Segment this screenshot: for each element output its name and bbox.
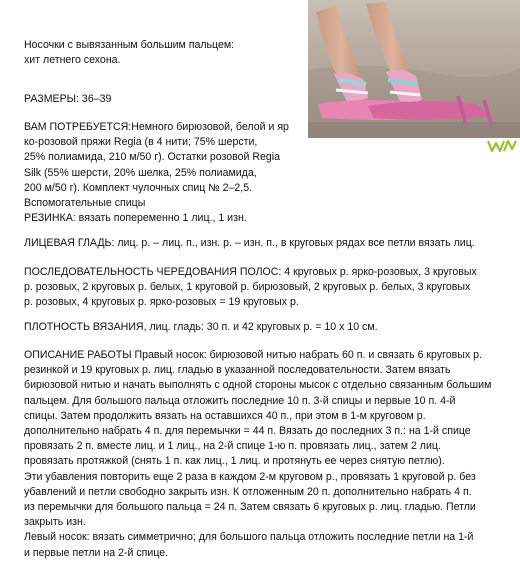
rib-pattern: РЕЗИНКА: вязать попеременно 1 лиц., 1 изн. [24,212,247,224]
title-line-2: хит летнего сехона. [24,54,121,67]
description-line: Левый носок: вязать симметрично; для большого пальца отложить последние петли на 1-й [24,531,474,544]
materials [24,120,289,211]
description-line: пальцем. Для большого пальца отложить последние 10 п. 3-й спицы и первые 10 п. 4-й [24,394,456,407]
description-line: резинкой и 19 круговых р. лиц. гладью в указанной последовательности. Затем вязать [24,364,451,377]
work-description [24,348,491,561]
description-line: провязать протяжкой (снять 1 п. как лиц., 1 лиц. и протянуть ее через снятую петлю). [24,455,445,468]
description-line: убавлений и петли свободно закрыть изн. К отложенным 20 п. дополнительно набрать 4 п. [24,485,472,498]
description-line: Эти убавления повторить еще 2 раза в каждом 2-м круговом р., провязать 1 круговой р. без [24,470,476,483]
description-line: дополнительно набрать 4 п. для перемычки = 44 п. Вязать до последних 3 п.: на 1-й спице [24,425,471,438]
stripe-line: р. розовых, 2 круговых р. белых, 1 круговой р. бирюзовый, 2 круговых р. белых, 3 круговых [24,281,471,294]
materials-line: Вспомогательные спицы [24,197,146,210]
description-line: спицы. Затем продолжить вязать на оставшихся 40 п., при этом в 1-м круговом р. [24,409,426,422]
gauge: ПЛОТНОСТЬ ВЯЗАНИЯ, лиц. гладь: 30 п. и 42 круговых р. = 10 х 10 см. [24,321,378,333]
description-line: ОПИСАНИЕ РАБОТЫ Правый носок: бирюзовой нитью набрать 60 п. и связать 6 круговых р. [24,349,482,361]
materials-line: 200 м/50 г). Комплект чулочных спиц № 2–2,5. [24,181,253,194]
stockinette-pattern: ЛИЦЕВАЯ ГЛАДЬ: лиц. р. – лиц. п., изн. р. – изн. п., в круговых рядах все петли вязать лиц. [24,237,475,249]
stripe-sequence [24,265,477,311]
materials-line: ВАМ ПОТРЕБУЕТСЯ:Немного бирюзовой, белой и яр [24,121,289,133]
description-line: закрыть изн. [24,516,86,529]
description-line: и первые петли на 2-й спице. [24,546,169,559]
description-line: провязать 2 п. вместе лиц. и 1 лиц., на 2-й спице 1-ю п. провязать лиц., затем 2 лиц. [24,440,441,453]
materials-line: ко-розовой пряжи Regia (в 4 нити; 75% шерсти, [24,136,258,149]
title-line-1: Носочки с вывязанным большим пальцем: [24,39,235,51]
sock-photo-illustration [308,0,520,138]
materials-line: Silk (55% шерсти, 20% шелка, 25% полиамида, [24,166,257,179]
description-line: бирюзовой нитью и начать выполнять с одной стороны мысок с отдельно связанным большим [24,379,492,392]
sizes: РАЗМЕРЫ: 36–39 [24,93,112,105]
materials-line: 25% полиамида, 210 м/50 г). Остатки розовой Regia [24,151,281,164]
stripe-line: ПОСЛЕДОВАТЕЛЬНОСТЬ ЧЕРЕДОВАНИЯ ПОЛОС: 4 круговых р. ярко-розовых, 3 круговых [24,266,477,278]
stripe-line: р. розовых, 4 круговых р. ярко-розовых = 19 круговых р. [24,296,299,309]
brand-logo [487,139,517,153]
sock-photo [308,0,520,138]
page-title [24,38,234,68]
description-line: из перемычки для большого пальца = 24 п. Затем связать 6 круговых р. лиц. гладью. Петли [24,501,476,514]
